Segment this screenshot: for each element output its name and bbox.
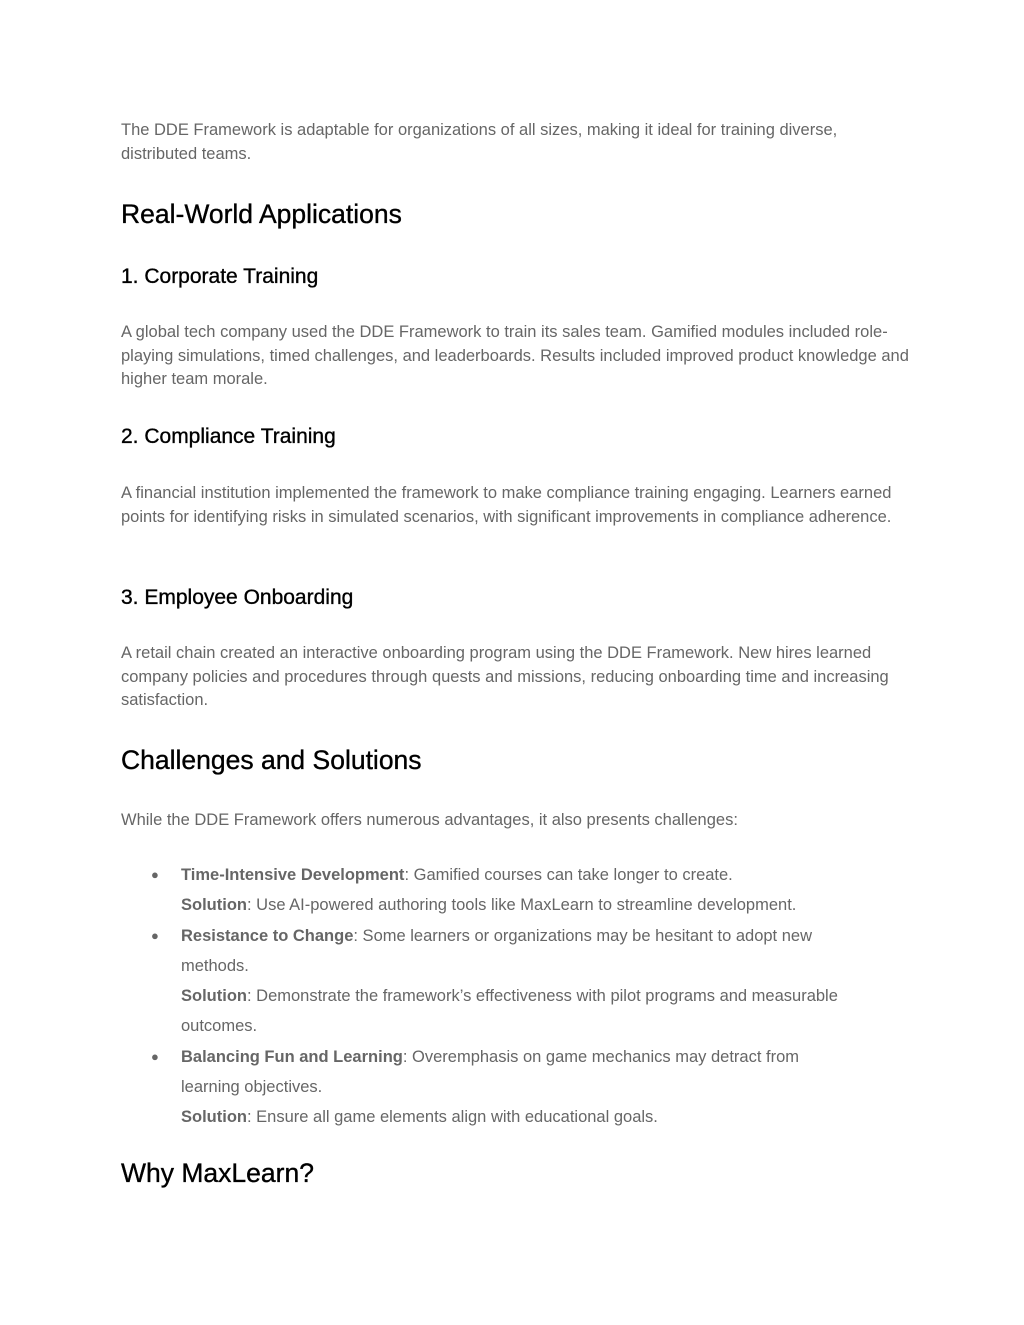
- solution-label: Solution: [181, 987, 247, 1006]
- challenge-line: [181, 1042, 861, 1103]
- solution-label: Solution: [181, 896, 247, 915]
- challenge-description: : Some learners or organizations may be hesitant to adopt new methods.: [181, 926, 812, 975]
- bullet-icon: ●: [151, 867, 159, 882]
- list-item: [121, 860, 911, 921]
- challenge-term: Balancing Fun and Learning: [181, 1047, 403, 1066]
- corporate-training-paragraph: A global tech company used the DDE Framework to train its sales team. Gamified modules included role-playing simulations, timed challenges, and leaderboards. Results included improved product knowledge and higher team morale.: [121, 323, 909, 388]
- bullet-icon: ●: [151, 927, 159, 943]
- challenge-term: Resistance to Change: [181, 926, 354, 945]
- solution-text: : Demonstrate the framework’s effectiveness with pilot programs and measurable outcomes.: [181, 987, 838, 1036]
- challenge-description: : Gamified courses can take longer to create.: [404, 866, 733, 884]
- solution-text: : Use AI-powered authoring tools like MaxLearn to streamline development.: [246, 896, 797, 915]
- list-item: [121, 921, 911, 1042]
- heading-why-maxlearn: Why MaxLearn?: [121, 1158, 314, 1188]
- intro-paragraph: The DDE Framework is adaptable for organizations of all sizes, making it ideal for training diverse, distributed teams.: [121, 121, 838, 163]
- subheading-corporate-training: 1. Corporate Training: [121, 265, 319, 288]
- subheading-compliance-training: 2. Compliance Training: [121, 425, 336, 448]
- challenge-line: [181, 921, 871, 982]
- heading-challenges-and-solutions: Challenges and Solutions: [121, 745, 422, 775]
- solution-text: : Ensure all game elements align with educational goals.: [246, 1108, 658, 1127]
- challenges-list: [121, 860, 911, 1133]
- challenges-intro-paragraph: While the DDE Framework offers numerous advantages, it also presents challenges:: [121, 811, 738, 829]
- subheading-employee-onboarding: 3. Employee Onboarding: [121, 586, 354, 609]
- employee-onboarding-paragraph: A retail chain created an interactive onboarding program using the DDE Framework. New hires learned company policies and procedures through quests and missions, reducing onboarding time and increasing satisfaction.: [121, 644, 889, 709]
- solution-line: [181, 1102, 911, 1132]
- solution-label: Solution: [181, 1108, 247, 1127]
- list-item: [121, 1042, 911, 1133]
- solution-line: [181, 890, 911, 920]
- solution-line: [181, 981, 896, 1042]
- challenge-term: Time-Intensive Development: [181, 866, 405, 884]
- heading-real-world-applications: Real-World Applications: [121, 199, 402, 229]
- compliance-training-paragraph: A financial institution implemented the framework to make compliance training engaging. Learners earned points for identifying risks in simulated scenarios, with significant improvements in compliance adherence.: [121, 484, 892, 526]
- bullet-icon: ●: [151, 1048, 159, 1064]
- challenge-description: : Overemphasis on game mechanics may detract from learning objectives.: [181, 1047, 800, 1097]
- challenge-line: [181, 860, 911, 890]
